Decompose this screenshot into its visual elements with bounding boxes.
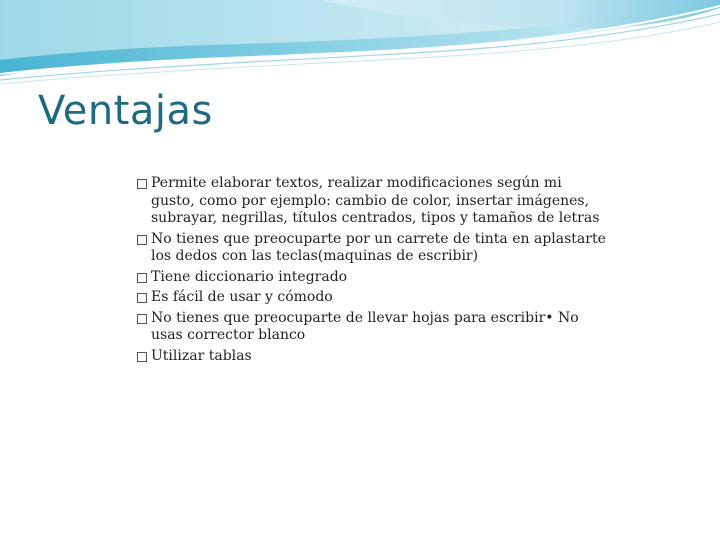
bullet-text: Es fácil de usar y cómodo [151,289,333,305]
list-item [137,231,607,266]
bullet-text: Tiene diccionario integrado [151,268,348,285]
list-item [137,175,607,228]
bullet-text: No tienes que preocuparte de llevar hojas para escribir• No usas corrector blanco [151,309,579,343]
list-item [137,348,607,366]
list-item [137,269,607,287]
wave-banner-icon [0,0,720,90]
list-item [137,289,607,307]
bullet-text: Utilizar tablas [151,347,252,364]
bullet-text: Permite elaborar textos, realizar modificaciones según mi gusto, como por ejemplo: cambio de color, insertar imágenes, subrayar, negrillas, títulos centrados, tipos y tamaños de letras [151,175,600,226]
bullet-text: No tienes que preocuparte por un carrete de tinta en aplastarte los dedos con las teclas(maquinas de escribir) [151,230,606,264]
slide-title: Ventajas [38,88,213,134]
list-item [137,310,607,345]
bullet-list [137,175,607,368]
